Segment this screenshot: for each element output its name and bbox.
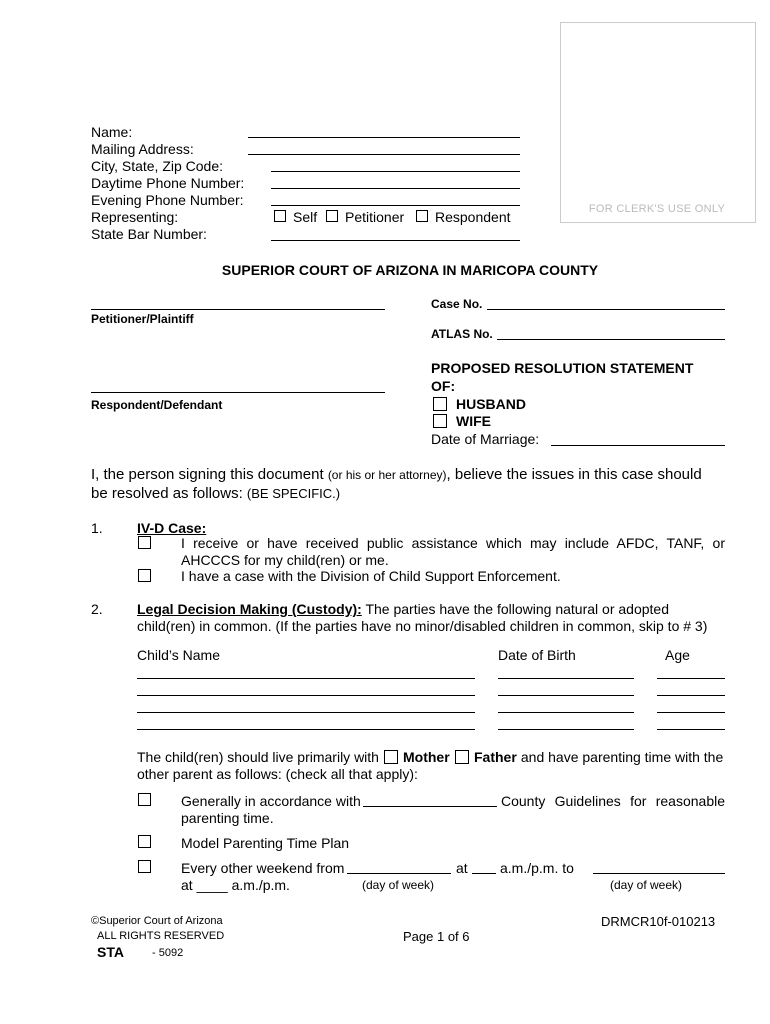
weekend-text-2: at ____ a.m./p.m. — [181, 877, 290, 893]
city-state-zip-label: City, State, Zip Code: — [91, 158, 224, 174]
public-assistance-checkbox[interactable] — [138, 536, 151, 549]
intro-text-2: , believe the issues in this case should — [446, 466, 702, 483]
page-number: Page 1 of 6 — [403, 929, 470, 944]
evening-phone-label: Evening Phone Number: — [91, 192, 244, 208]
statement-title: PROPOSED RESOLUTION STATEMENT — [431, 360, 694, 376]
daytime-phone-label: Daytime Phone Number: — [91, 175, 245, 191]
weekend-to-day-field[interactable] — [593, 873, 725, 874]
representing-label: Representing: — [91, 209, 179, 225]
respondent-checkbox[interactable] — [416, 210, 428, 222]
intro-text-1: I, the person signing this document — [91, 466, 328, 483]
atlas-no-label: ATLAS No. — [431, 327, 493, 341]
section-2-title: Legal Decision Making (Custody): — [137, 601, 362, 617]
child-name-field-4[interactable] — [137, 729, 475, 730]
father-label: Father — [474, 749, 517, 765]
dcse-case-text: I have a case with the Division of Child Support Enforcement. — [181, 568, 561, 584]
self-label: Self — [293, 209, 318, 225]
name-field[interactable] — [248, 137, 520, 138]
mother-label: Mother — [403, 749, 450, 765]
day-of-week-note-2: (day of week) — [610, 878, 683, 892]
date-of-marriage-field[interactable] — [551, 445, 725, 446]
state-bar-label: State Bar Number: — [91, 226, 207, 242]
clerk-use-label: FOR CLERK'S USE ONLY — [588, 203, 726, 215]
intro-text-3: be resolved as follows: — [91, 485, 247, 502]
section-2-number: 2. — [91, 601, 103, 617]
intro-attorney-note: (or his or her attorney) — [327, 468, 447, 482]
petitioner-checkbox[interactable] — [326, 210, 338, 222]
child-dob-field-1[interactable] — [498, 678, 634, 679]
weekend-from-day-field[interactable] — [347, 873, 451, 874]
model-plan-text: Model Parenting Time Plan — [181, 835, 350, 851]
section-2-line-1 — [137, 601, 725, 617]
mother-checkbox[interactable] — [384, 750, 398, 764]
section-2-text-2: child(ren) in common. (If the parties have no minor/disabled children in common, skip to # 3) — [137, 618, 708, 634]
guidelines-checkbox[interactable] — [138, 793, 151, 806]
form-code: - 5092 — [152, 947, 184, 959]
weekend-text-1: Every other weekend from — [181, 860, 345, 876]
city-state-zip-field[interactable] — [271, 171, 520, 172]
parenting-time-text: and have parenting time with the — [517, 749, 724, 765]
date-of-marriage-label: Date of Marriage: — [431, 431, 540, 447]
day-of-week-note-1: (day of week) — [362, 878, 435, 892]
weekend-at-text: at — [456, 860, 468, 876]
case-no-field[interactable] — [487, 309, 725, 310]
child-age-field-4[interactable] — [657, 729, 725, 730]
respondent-name-field[interactable] — [91, 392, 385, 393]
evening-phone-field[interactable] — [271, 205, 520, 206]
section-2-text-1: The parties have the following natural or adopted — [361, 601, 669, 617]
husband-checkbox[interactable] — [433, 397, 447, 411]
state-bar-field[interactable] — [271, 240, 520, 241]
child-dob-field-3[interactable] — [498, 712, 634, 713]
self-checkbox[interactable] — [274, 210, 286, 222]
wife-label: WIFE — [456, 413, 491, 429]
dcse-case-checkbox[interactable] — [138, 569, 151, 582]
guidelines-text-3: parenting time. — [181, 810, 274, 826]
sta-label: STA — [97, 944, 124, 960]
mailing-address-field[interactable] — [248, 154, 520, 155]
petitioner-name-field[interactable] — [91, 309, 385, 310]
petitioner-label: Petitioner/Plaintiff — [91, 312, 194, 326]
child-dob-field-2[interactable] — [498, 695, 634, 696]
clerk-use-box — [560, 22, 756, 223]
model-plan-checkbox[interactable] — [138, 835, 151, 848]
intro-line-1 — [91, 466, 731, 483]
rights-text: ALL RIGHTS RESERVED — [97, 930, 225, 942]
weekend-checkbox[interactable] — [138, 860, 151, 873]
child-age-field-2[interactable] — [657, 695, 725, 696]
petitioner-label: Petitioner — [345, 209, 405, 225]
husband-label: HUSBAND — [456, 396, 526, 412]
section-1-number: 1. — [91, 520, 103, 536]
public-assistance-text-1: I receive or have received public assistance which may include AFDC, TANF, or — [181, 535, 725, 551]
name-label: Name: — [91, 124, 133, 140]
intro-line-2 — [91, 485, 340, 502]
public-assistance-text-2: AHCCCS for my child(ren) or me. — [181, 552, 389, 568]
daytime-phone-field[interactable] — [271, 188, 520, 189]
form-id: DRMCR10f-010213 — [601, 914, 716, 929]
child-name-field-2[interactable] — [137, 695, 475, 696]
mailing-address-label: Mailing Address: — [91, 141, 194, 157]
col-childs-name: Child’s Name — [137, 647, 220, 663]
respondent-label: Respondent — [435, 209, 511, 225]
weekend-from-time-field[interactable] — [472, 873, 496, 874]
child-dob-field-4[interactable] — [498, 729, 634, 730]
respondent-label: Respondent/Defendant — [91, 398, 223, 412]
child-name-field-3[interactable] — [137, 712, 475, 713]
section-1-title: IV-D Case: — [137, 520, 207, 536]
court-title: SUPERIOR COURT OF ARIZONA IN MARICOPA COUNTY — [221, 262, 599, 278]
statement-title-of: OF: — [431, 378, 456, 394]
case-no-label: Case No. — [431, 297, 483, 311]
guidelines-text-1: Generally in accordance with — [181, 793, 361, 809]
weekend-ampm-to-text: a.m./p.m. to — [500, 860, 574, 876]
atlas-no-field[interactable] — [497, 339, 725, 340]
col-date-of-birth: Date of Birth — [498, 647, 576, 663]
county-field[interactable] — [363, 806, 497, 807]
col-age: Age — [665, 647, 690, 663]
child-age-field-3[interactable] — [657, 712, 725, 713]
be-specific-note: (BE SPECIFIC.) — [246, 486, 341, 501]
copyright-text: ©Superior Court of Arizona — [91, 915, 223, 927]
wife-checkbox[interactable] — [433, 414, 447, 428]
guidelines-text-2: County Guidelines for reasonable — [501, 793, 725, 809]
child-name-field-1[interactable] — [137, 678, 475, 679]
child-age-field-1[interactable] — [657, 678, 725, 679]
live-primarily-text: The child(ren) should live primarily with — [137, 749, 379, 765]
father-checkbox[interactable] — [455, 750, 469, 764]
check-all-text: other parent as follows: (check all that apply): — [137, 766, 418, 782]
